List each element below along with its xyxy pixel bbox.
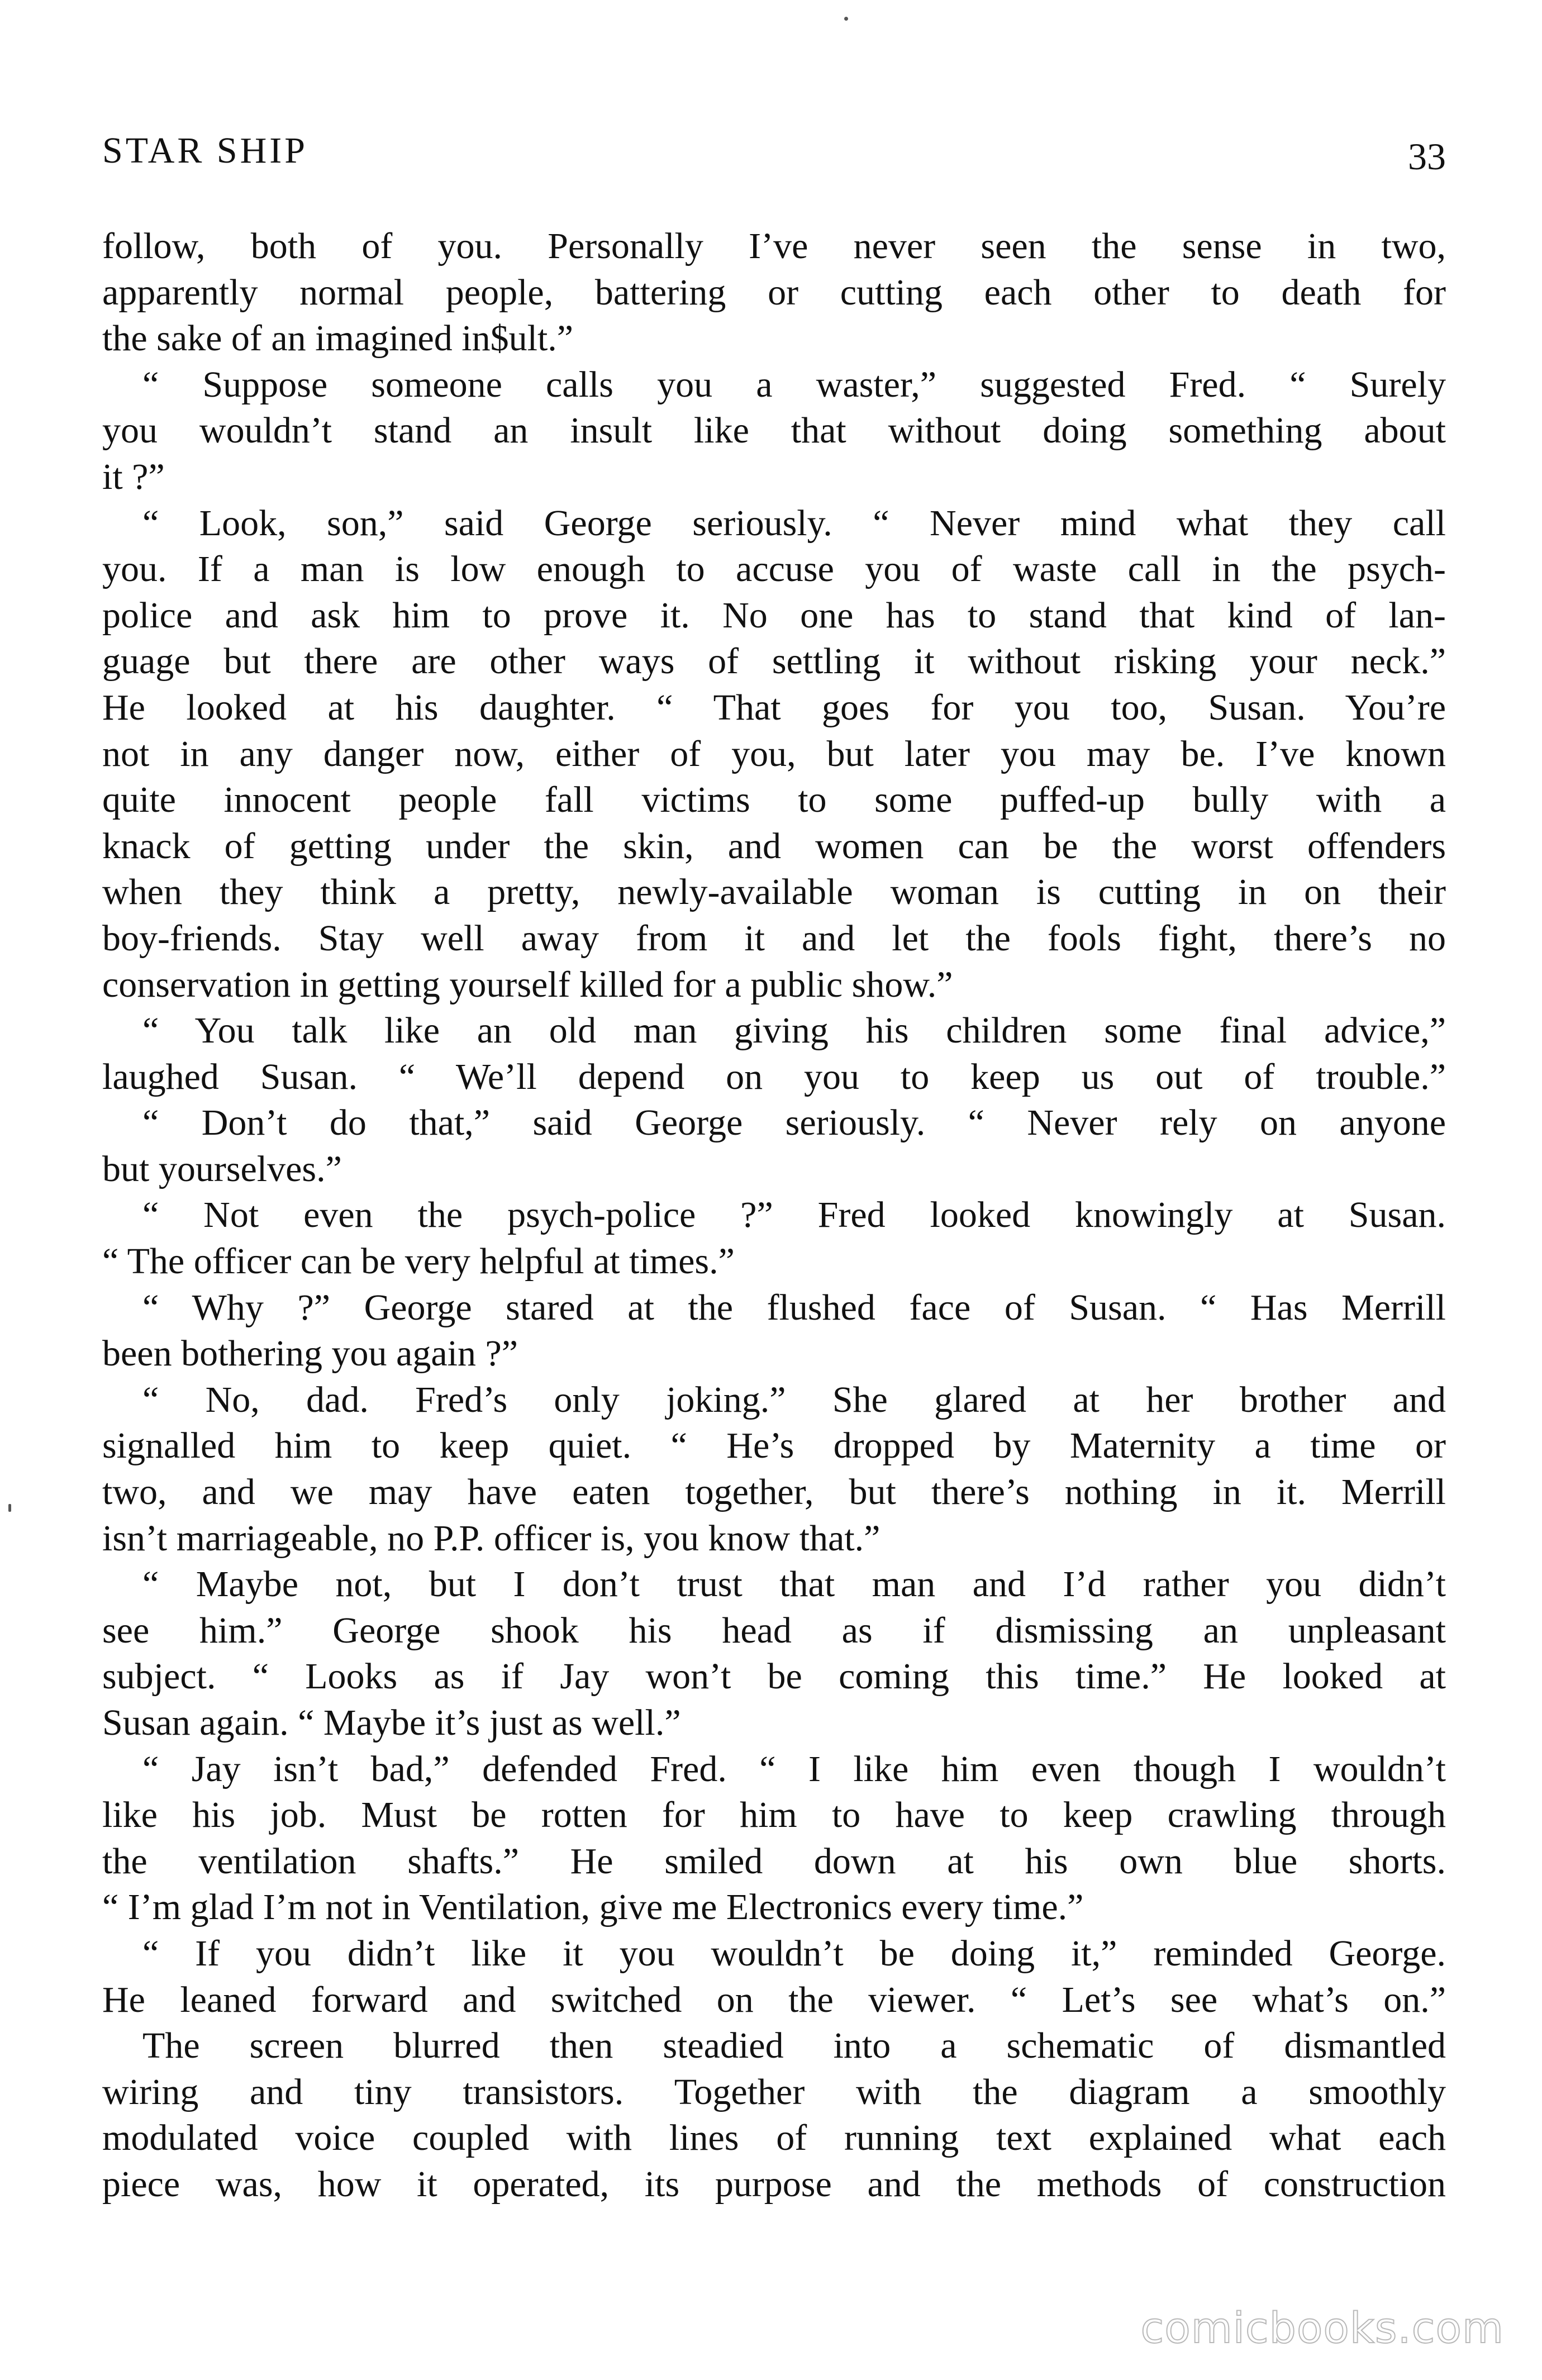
watermark: comicbooks.com	[1140, 2303, 1504, 2353]
text-line: police and ask him to prove it. No one has to stand that kind of lan-	[102, 594, 1446, 636]
text-line: signalled him to keep quiet. “ He’s dropped by Maternity a time or	[102, 1425, 1446, 1467]
text-line: you wouldn’t stand an insult like that without doing something about	[102, 410, 1446, 451]
text-line: “ I’m glad I’m not in Ventilation, give me Electronics every time.”	[102, 1887, 1084, 1928]
text-line: boy-friends. Stay well away from it and let the fools fight, there’s no	[102, 917, 1446, 959]
text-line: been bothering you again ?”	[102, 1333, 518, 1374]
text-line: “ If you didn’t like it you wouldn’t be doing it,” reminded George.	[142, 1932, 1446, 1974]
text-line: see him.” George shook his head as if dismissing an unpleasant	[102, 1610, 1446, 1651]
text-line: two, and we may have eaten together, but there’s nothing in it. Merrill	[102, 1472, 1446, 1513]
text-line: conservation in getting yourself killed for a public show.”	[102, 964, 953, 1005]
book-title: STAR SHIP	[102, 130, 308, 171]
text-line: “ Suppose someone calls you a waster,” suggested Fred. “ Surely	[142, 364, 1446, 405]
running-head	[102, 124, 1446, 178]
text-line: the sake of an imagined in$ult.”	[102, 318, 574, 359]
text-line: “ Look, son,” said George seriously. “ Never mind what they call	[142, 502, 1446, 544]
print-speck	[8, 1504, 11, 1512]
page-number: 33	[1408, 135, 1446, 178]
text-line: guage but there are other ways of settling it without risking your neck.”	[102, 641, 1446, 682]
text-line: He looked at his daughter. “ That goes for you too, Susan. You’re	[102, 687, 1446, 728]
text-line: wiring and tiny transistors. Together with the diagram a smoothly	[102, 2071, 1446, 2112]
text-line: “ Jay isn’t bad,” defended Fred. “ I like him even though I wouldn’t	[142, 1748, 1446, 1789]
text-line: quite innocent people fall victims to some puffed-up bully with a	[102, 779, 1446, 821]
text-line: “ Maybe not, but I don’t trust that man and I’d rather you didn’t	[142, 1564, 1446, 1605]
text-line: when they think a pretty, newly-available woman is cutting in on their	[102, 872, 1446, 913]
text-line: but yourselves.”	[102, 1148, 342, 1189]
text-line: piece was, how it operated, its purpose and the methods of construction	[102, 2163, 1446, 2205]
text-line: “ Why ?” George stared at the flushed face of Susan. “ Has Merrill	[142, 1287, 1446, 1328]
text-line: apparently normal people, battering or cutting each other to death for	[102, 272, 1446, 313]
text-line: isn’t marriageable, no P.P. officer is, you know that.”	[102, 1517, 881, 1559]
text-line: it ?”	[102, 456, 165, 497]
text-line: Susan again. “ Maybe it’s just as well.”	[102, 1702, 681, 1743]
text-line: you. If a man is low enough to accuse you of waste call in the psych-	[102, 549, 1446, 590]
text-line: modulated voice coupled with lines of running text explained what each	[102, 2117, 1446, 2159]
text-line: “ No, dad. Fred’s only joking.” She glared at her brother and	[142, 1379, 1446, 1420]
text-line: laughed Susan. “ We’ll depend on you to keep us out of trouble.”	[102, 1056, 1446, 1097]
body-text	[102, 223, 1446, 2208]
text-line: subject. “ Looks as if Jay won’t be coming this time.” He looked at	[102, 1656, 1446, 1697]
text-line: the ventilation shafts.” He smiled down at his own blue shorts.	[102, 1840, 1446, 1882]
print-speck	[844, 17, 848, 21]
text-line: The screen blurred then steadied into a schematic of dismantled	[142, 2025, 1446, 2067]
text-line: He leaned forward and switched on the viewer. “ Let’s see what’s on.”	[102, 1979, 1446, 2020]
text-line: knack of getting under the skin, and women can be the worst offenders	[102, 825, 1446, 867]
text-line: “ The officer can be very helpful at times.”	[102, 1241, 735, 1282]
text-line: not in any danger now, either of you, but later you may be. I’ve known	[102, 733, 1446, 774]
text-line: “ Not even the psych-police ?” Fred looked knowingly at Susan.	[142, 1194, 1446, 1236]
text-line: “ You talk like an old man giving his children some final advice,”	[142, 1010, 1446, 1051]
text-line: follow, both of you. Personally I’ve never seen the sense in two,	[102, 226, 1446, 266]
text-line: “ Don’t do that,” said George seriously. “ Never rely on anyone	[142, 1102, 1446, 1144]
text-line: like his job. Must be rotten for him to have to keep crawling through	[102, 1794, 1446, 1836]
